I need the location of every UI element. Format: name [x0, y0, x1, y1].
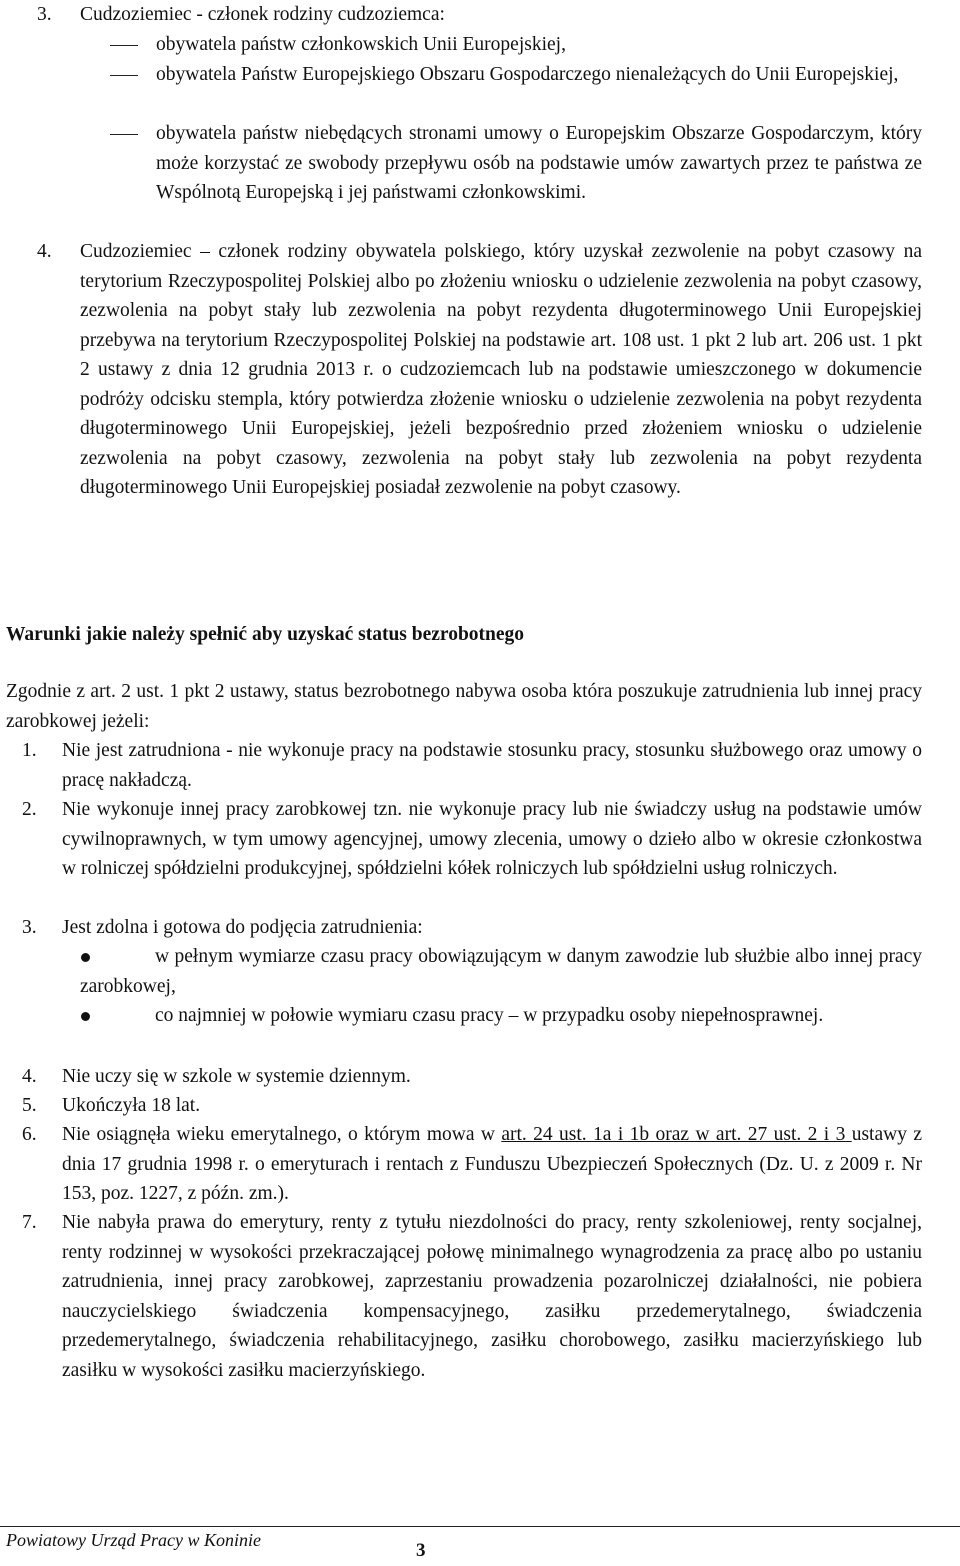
condition-4-text: Nie uczy się w szkole w systemie dziennym.	[62, 1066, 411, 1087]
page-number: 3	[416, 1540, 426, 1561]
item-3-title: Cudzoziemiec - członek rodziny cudzoziemca:	[80, 4, 445, 25]
dash-marker	[110, 45, 138, 46]
item-3-dash-1: obywatela państw członkowskich Unii Europejskiej,	[156, 34, 566, 55]
footer-office: Powiatowy Urząd Pracy w Koninie	[6, 1530, 261, 1550]
condition-6-text-after: ustawy z dnia 17 grudnia 1998 r. o emeryturach i rentach z Funduszu Ubezpieczeń Społecznych (Dz. U. z 2009 r. Nr 153, poz. 1227, z późn. zm.).	[62, 1124, 923, 1204]
bullet-2-text: co najmniej w połowie wymiaru czasu pracy – w przypadku osoby niepełnosprawnej.	[155, 1005, 824, 1026]
condition-4-number: 4.	[22, 1066, 37, 1087]
item-4-number: 4.	[37, 241, 52, 262]
condition-1-text: Nie jest zatrudniona - nie wykonuje pracy na podstawie stosunku pracy, stosunku służbowego oraz umowy o pracę nakładczą.	[62, 740, 922, 791]
section-heading: Warunki jakie należy spełnić aby uzyskać status bezrobotnego	[6, 624, 525, 645]
condition-5-number: 5.	[22, 1095, 37, 1116]
item-3-number: 3.	[37, 4, 52, 25]
condition-2-text: Nie wykonuje innej pracy zarobkowej tzn. nie wykonuje pracy lub nie świadczy usług na podstawie umów cywilnoprawnych, w tym umowy agencyjnej, umowy zlecenia, umowy o dzieło albo w okresie członkostwa w rolniczej spółdzielni produkcyjnej, spółdzielni kółek rolniczych lub spółdzielni usług rolniczych.	[62, 799, 922, 879]
condition-3-number: 3.	[22, 917, 37, 938]
dash-marker	[110, 75, 138, 76]
legal-reference-link[interactable]: art. 24 ust. 1a i 1b oraz w art. 27 ust. 2 i 3	[501, 1124, 852, 1145]
condition-2-number: 2.	[22, 799, 37, 820]
condition-5-text: Ukończyła 18 lat.	[62, 1095, 201, 1116]
dash-marker	[110, 134, 138, 135]
condition-6-text-before: Nie osiągnęła wieku emerytalnego, o którym mowa w	[62, 1124, 502, 1145]
condition-3-text: Jest zdolna i gotowa do podjęcia zatrudnienia:	[62, 917, 423, 938]
item-4-text: Cudzoziemiec – członek rodziny obywatela polskiego, który uzyskał zezwolenie na pobyt czasowy na terytorium Rzeczypospolitej Polskiej albo po złożeniu wniosku o udzielenie zezwolenia na pobyt czasowy, zezwolenia na pobyt stały lub zezwolenia na pobyt rezydenta długoterminowego Unii Europejskiej przebywa na terytorium Rzeczypospolitej Polskiej na podstawie art. 108 ust. 1 pkt 2 lub art. 206 ust. 1 pkt 2 ustawy z dnia 12 grudnia 2013 r. o cudzoziemcach lub na podstawie umieszczonego w dokumencie podróży odcisku stempla, który potwierdza złożenie wniosku o udzielenie zezwolenia na pobyt rezydenta długoterminowego Unii Europejskiej, jeżeli bezpośrednio przed złożeniem wniosku o udzielenie zezwolenia na pobyt czasowy, zezwolenia na pobyt stały lub zezwolenia na pobyt rezydenta długoterminowego Unii Europejskiej posiadał zezwolenie na pobyt czasowy.	[80, 241, 922, 498]
condition-1-number: 1.	[22, 740, 37, 761]
item-3-dash-3: obywatela państw niebędących stronami umowy o Europejskim Obszarze Gospodarczym, który może korzystać ze swobody przepływu osób na podstawie umów zawartych przez te państwa ze Wspólnotą Europejską i jej państwami członkowskimi.	[156, 123, 922, 203]
condition-6-text	[62, 1120, 922, 1209]
item-3-dash-2: obywatela Państw Europejskiego Obszaru Gospodarczego nienależących do Unii Europejskiej,	[156, 64, 899, 85]
condition-7-number: 7.	[22, 1212, 37, 1233]
condition-6-number: 6.	[22, 1124, 37, 1145]
condition-7-text: Nie nabyła prawa do emerytury, renty z tytułu niezdolności do pracy, renty szkoleniowej, renty socjalnej, renty rodzinnej w wysokości przekraczającej połowę minimalnego wynagrodzenia za pracę albo po ustaniu zatrudnienia, innej pracy zarobkowej, zaprzestaniu prowadzenia pozarolniczej działalności, nie pobiera nauczycielskiego świadczenia kompensacyjnego, zasiłku przedemerytalnego, świadczenia przedemerytalnego, świadczenia rehabilitacyjnego, zasiłku chorobowego, zasiłku macierzyńskiego lub zasiłku w wysokości zasiłku macierzyńskiego.	[62, 1212, 922, 1381]
intro-paragraph: Zgodnie z art. 2 ust. 1 pkt 2 ustawy, status bezrobotnego nabywa osoba która poszukuje zatrudnienia lub innej pracy zarobkowej jeżeli:	[6, 681, 922, 732]
bullet-1-text: w pełnym wymiarze czasu pracy obowiązującym w danym zawodzie lub służbie albo innej pracy zarobkowej,	[80, 946, 922, 997]
